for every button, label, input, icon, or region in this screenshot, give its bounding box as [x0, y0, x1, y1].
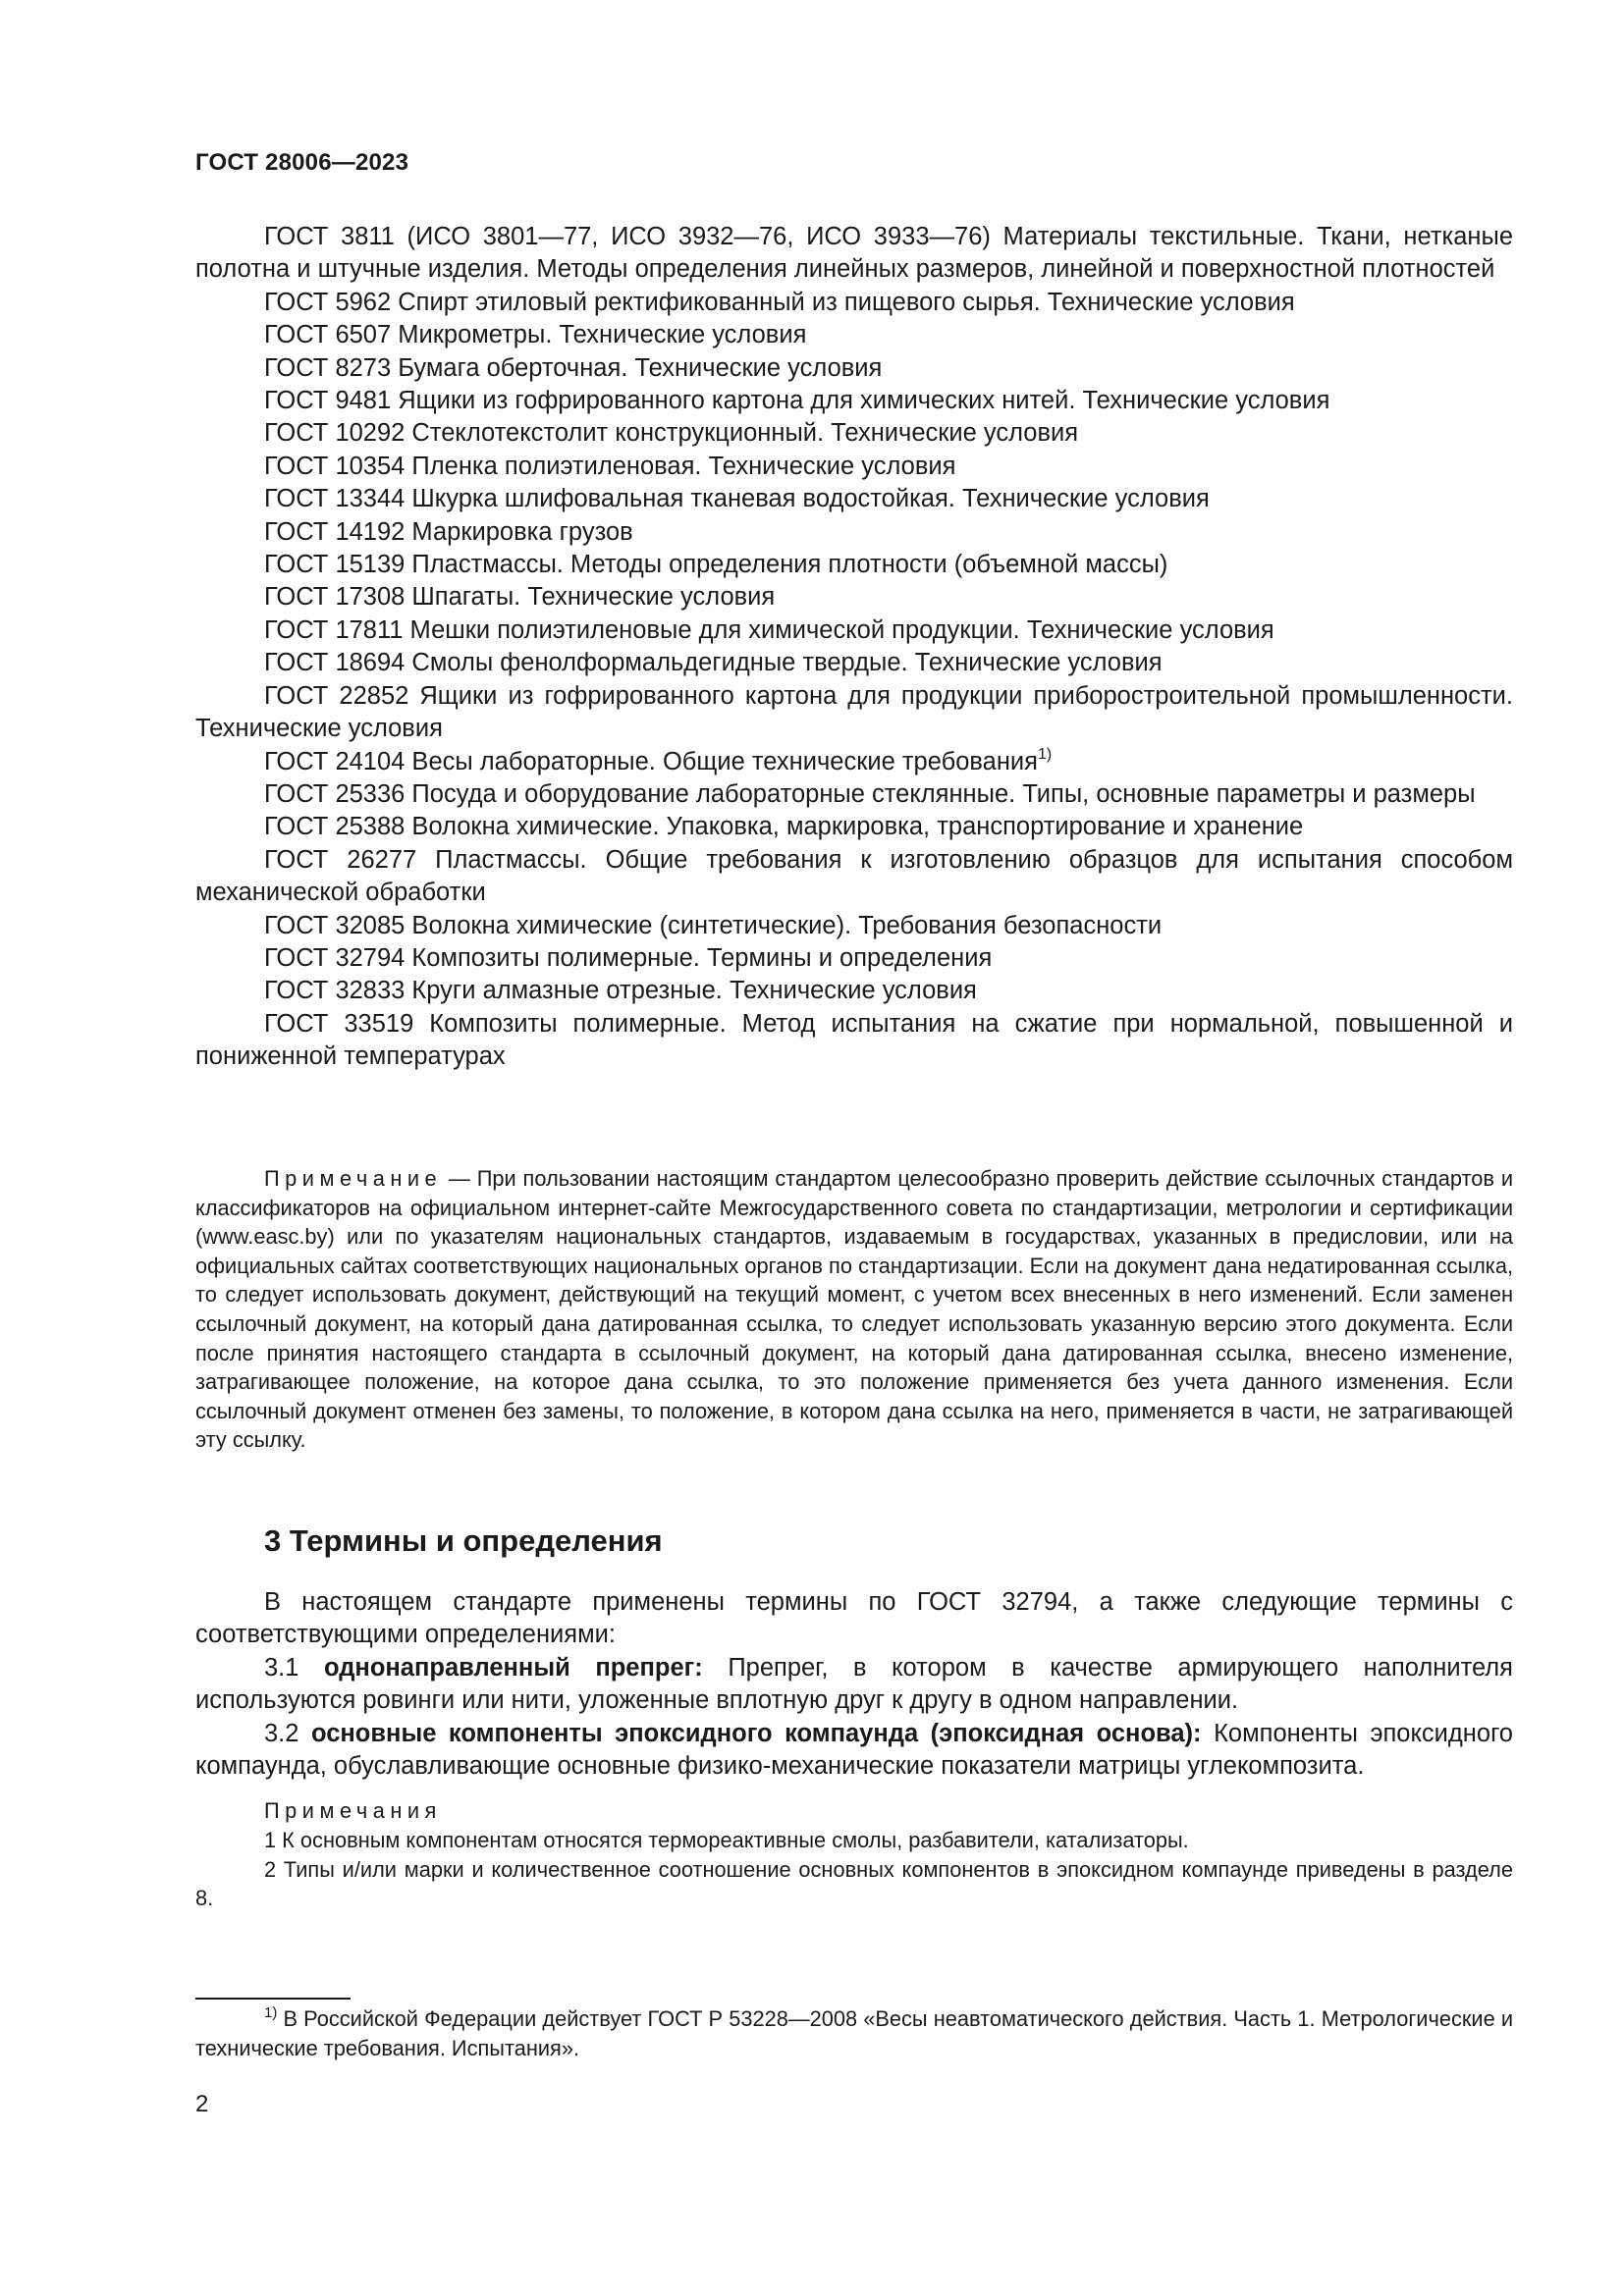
reference-text: ГОСТ 24104 Весы лабораторные. Общие технические требования: [264, 747, 1038, 775]
term-number: 3.1: [264, 1653, 299, 1682]
reference-item: ГОСТ 8273 Бумага оберточная. Технические условия: [264, 353, 883, 382]
reference-item: ГОСТ 13344 Шкурка шлифовальная тканевая водостойкая. Технические условия: [264, 485, 1210, 513]
references-note: [195, 1164, 1513, 1455]
footnote-marker[interactable]: 1): [1038, 745, 1053, 763]
section-terms: [195, 1522, 1513, 1913]
normative-references-list: [195, 221, 1513, 1074]
reference-item: ГОСТ 6507 Микрометры. Технические условия: [264, 321, 807, 349]
footnote-marker: 1): [264, 2004, 278, 2021]
document-page: [195, 0, 1513, 2296]
term-name: однонаправленный препрег:: [324, 1653, 703, 1682]
reference-item: ГОСТ 10354 Пленка полиэтиленовая. Технические условия: [264, 452, 956, 480]
reference-item: ГОСТ 17811 Мешки полиэтиленовые для химической продукции. Технические условия: [264, 615, 1274, 644]
reference-item: ГОСТ 26277 Пластмассы. Общие требования к изготовлению образцов для испытания способом механической обработки: [195, 845, 1513, 907]
footnote-separator: [195, 1998, 351, 2000]
term-definition: Компоненты эпоксидного компаунда, обуславливающие основные физико-механические показатели матрицы углекомпозита.: [195, 1719, 1513, 1781]
note-text: — При пользовании настоящим стандартом целесообразно проверить действие ссылочных стандартов и классификаторов на официальном интернет-сайте Межгосударственного совета по стандартизации, метрологии и сертификации (www.easc.by) или по указателям национальных стандартов, издаваемым в государствах, указанных в предисловии, или на официальных сайтах соответствующих национальных органов по стандартизации. Если на документ дана недатированная ссылка, то следует использовать документ, действующий на текущий момент, с учетом всех внесенных в него изменений. Если заменен ссылочный документ, на который дана датированная ссылка, то следует использовать указанную версию этого документа. Если после принятия настоящего стандарта в ссылочный документ, на который дана датированная ссылка, внесено изменение, затрагивающее положение, на которое дана ссылка, то это положение применяется без учета данного изменения. Если ссылочный документ отменен без замены, то положение, в котором дана ссылка на него, применяется в части, не затрагивающей эту ссылку.: [195, 1166, 1513, 1453]
note-label: Примечание: [264, 1166, 443, 1191]
section-title: 3 Термины и определения: [264, 1523, 663, 1558]
term-name: основные компоненты эпоксидного компаунда (эпоксидная основа):: [310, 1719, 1202, 1747]
reference-item: ГОСТ 22852 Ящики из гофрированного картона для продукции приборостроительной промышленности. Технические условия: [195, 681, 1513, 743]
note-item: 1 К основным компонентам относятся термореактивные смолы, разбавители, катализаторы.: [264, 1828, 1189, 1853]
term-definition: Препрег, в котором в качестве армирующего наполнителя используются ровинги или нити, уложенные вплотную друг к другу в одном направлении.: [195, 1653, 1513, 1715]
footnote-text: В Российской Федерации действует ГОСТ Р 53228—2008 «Весы неавтоматического действия. Часть 1. Метрологические и технические требования. Испытания».: [195, 2006, 1513, 2060]
reference-item: ГОСТ 14192 Маркировка грузов: [264, 517, 633, 546]
reference-item: ГОСТ 33519 Композиты полимерные. Метод испытания на сжатие при нормальной, повышенной и пониженной температурах: [195, 1009, 1513, 1071]
note-paragraph: [195, 1164, 1513, 1455]
reference-item: ГОСТ 3811 (ИСО 3801—77, ИСО 3932—76, ИСО 3933—76) Материалы текстильные. Ткани, нетканые полотна и штучные изделия. Методы определения линейных размеров, линейной и поверхностной плотностей: [195, 223, 1513, 284]
document-id-header: ГОСТ 28006—2023: [195, 149, 409, 176]
reference-item: ГОСТ 5962 Спирт этиловый ректификованный из пищевого сырья. Технические условия: [264, 288, 1295, 316]
reference-item: ГОСТ 15139 Пластмассы. Методы определения плотности (объемной массы): [264, 551, 1168, 579]
reference-item: ГОСТ 10292 Стеклотекстолит конструкционный. Технические условия: [264, 419, 1079, 448]
reference-item-with-footnote: [195, 746, 1513, 778]
term-3-2: [195, 1718, 1513, 1784]
reference-item: ГОСТ 25388 Волокна химические. Упаковка, маркировка, транспортирование и хранение: [264, 813, 1304, 841]
note-item: 2 Типы и/или марки и количественное соотношение основных компонентов в эпоксидном компаунде приведены в разделе 8.: [195, 1856, 1513, 1911]
reference-item: ГОСТ 32794 Композиты полимерные. Термины и определения: [264, 943, 993, 972]
section-intro: В настоящем стандарте применены термины по ГОСТ 32794, а также следующие термины с соответствующими определениями:: [195, 1588, 1513, 1649]
term-3-1: [195, 1652, 1513, 1718]
reference-item: ГОСТ 32833 Круги алмазные отрезные. Технические условия: [264, 977, 977, 1005]
notes-label: Примечания: [264, 1798, 442, 1824]
term-notes: [195, 1796, 1513, 1912]
term-number: 3.2: [264, 1719, 299, 1747]
reference-item: ГОСТ 32085 Волокна химические (синтетические). Требования безопасности: [264, 911, 1163, 939]
reference-item: ГОСТ 17308 Шпагаты. Технические условия: [264, 583, 776, 612]
reference-item: ГОСТ 9481 Ящики из гофрированного картона для химических нитей. Технические условия: [264, 387, 1330, 415]
footnote: [195, 2004, 1513, 2062]
reference-item: ГОСТ 18694 Смолы фенолформальдегидные твердые. Технические условия: [264, 649, 1163, 677]
page-number: 2: [195, 2091, 209, 2117]
reference-item: ГОСТ 25336 Посуда и оборудование лабораторные стеклянные. Типы, основные параметры и размеры: [264, 779, 1476, 808]
